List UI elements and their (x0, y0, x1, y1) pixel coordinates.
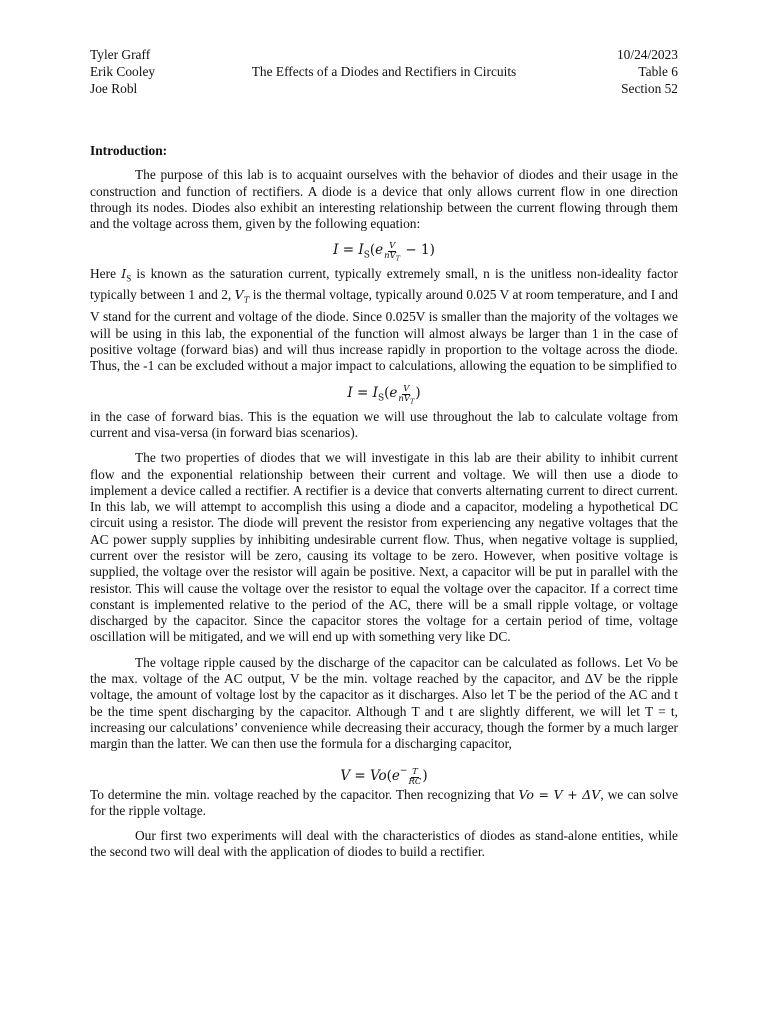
header-row-1 (90, 47, 678, 64)
fraction-numerator: V (403, 383, 410, 394)
inline-math: I (121, 266, 127, 282)
eq-symbol: I (372, 384, 378, 401)
eq-symbol: ) (415, 384, 421, 401)
eq-exponent-sign: − (399, 765, 408, 776)
eq-symbol: ( (369, 242, 376, 259)
eq-symbol: Vo (370, 767, 387, 784)
fraction-denominator (383, 252, 401, 264)
eq-subscript: T (410, 397, 415, 406)
table-number: Table 6 (638, 63, 678, 79)
eq-symbol: e (391, 767, 400, 784)
eq-exponent-fraction (397, 385, 415, 407)
fraction-denominator (397, 395, 415, 407)
eq-symbol: − 1) (401, 242, 435, 259)
inline-math: V (234, 287, 244, 303)
text-run: is the thermal voltage, typically around 0.025 V at room temperature, and I and V stand for the current and voltage of the diode. Since 0.025V is smaller than the majority of the voltages we will be using in this lab, the exponential of the function will almost always be larger than 1 in the case of positive voltage (forward bias) and will thus increase rapidly in proportion to the voltage across the diode. Thus, the -1 can be excluded without a major impact to calculations, allowing the equation to be simplified to (90, 287, 678, 374)
text-run: To determine the min. voltage reached by the capacitor. Then recognizing that (90, 786, 519, 802)
author-name: Joe Robl (90, 80, 138, 96)
eq-symbol: = (352, 384, 373, 401)
eq-exponent-fraction (407, 768, 422, 787)
header-row-3 (90, 81, 678, 98)
eq-symbol: ( (386, 767, 392, 784)
fraction-numerator: T (412, 766, 418, 777)
eq-symbol: nV (398, 393, 411, 404)
section-number: Section 52 (621, 80, 678, 96)
author-name: Erik Cooley (90, 63, 156, 79)
paragraph: The voltage ripple caused by the discharge of the capacitor can be calculated as follows. Let Vo be the max. voltage of the AC output, V be the min. voltage reached by the capacitor, and ΔV be the ripple voltage, the amount of voltage lost by the capacitor as it discharges. Also let T be the period of the AC and t be the time spent discharging by the capacitor. Although T and t are slightly different, we will let T = t, increasing our calculations’ convenience while decreasing their accuracy, though the former by a much larger margin than the latter. We can then use the formula for a discharging capacitor, (90, 654, 678, 752)
eq-symbol: I (358, 242, 364, 259)
paragraph: The purpose of this lab is to acquaint ourselves with the behavior of diodes and their usage in the construction and function of rectifiers. A diode is a device that only allows current flow in one direction through its nodes. Diodes also exhibit an interesting relationship between the current flowing through them and the voltage across them, given by the following equation: (90, 167, 678, 232)
text-run: , we can solve for the ripple voltage. (90, 786, 679, 818)
eq-symbol: nV (384, 251, 396, 262)
capacitor-discharge-equation (90, 758, 678, 787)
introduction-section (90, 143, 678, 861)
paragraph (90, 266, 678, 374)
eq-exponent-fraction (383, 242, 401, 264)
eq-symbol: I (347, 384, 353, 401)
paragraph: The two properties of diodes that we will investigate in this lab are their ability to inhibit current flow and the exponential relationship between their current and voltage. We will then use a diode to implement a device called a rectifier. A rectifier is a device that converts alternating current to direct current. In this lab, we will attempt to accomplish this using a diode and a capacitor, modeling a hypothetical DC circuit using a resistor. The diode will prevent the resistor from experiencing any negative voltages that the AC power supply supplies by inhibiting undesirable current flow. Thus, when negative voltage is supplied, current over the resistor will be zero, causing its voltage to be zero. However, when positive voltage is supplied, the voltage over the resistor will again be positive. Next, a capacitor will be put in parallel with the resistor. This will cause the voltage over the resistor to equal the voltage over the capacitor. If a correct time constant is implemented relative to the period of the AC, there will be a small ripple voltage, or voltage discharged by the capacitor. Since the capacitor stores the voltage for a certain period of time, voltage oscillation will be mitigated, and we will end up with something very like DC. (90, 450, 678, 645)
eq-symbol: = (350, 767, 370, 784)
inline-subscript: T (243, 296, 250, 307)
inline-subscript: S (126, 274, 132, 285)
simplified-diode-equation (90, 380, 678, 406)
paragraph: in the case of forward bias. This is the equation we will use throughout the lab to calculate voltage from current and visa-versa (in forward bias scenarios). (90, 408, 678, 440)
eq-symbol: ( (384, 384, 390, 401)
eq-symbol: e (389, 384, 398, 401)
author-name: Tyler Graff (90, 47, 151, 62)
report-date: 10/24/2023 (616, 47, 678, 62)
fraction-numerator: V (389, 241, 396, 252)
eq-symbol: e (375, 242, 384, 259)
paragraph: Our first two experiments will deal with the characteristics of diodes as stand-alone entities, while the second two will deal with the application of diodes to build a rectifier. (90, 828, 678, 860)
eq-subscript: T (395, 255, 401, 264)
fraction-denominator: RC (408, 776, 422, 787)
paragraph (90, 787, 678, 820)
eq-symbol: I (333, 242, 339, 259)
diode-equation (90, 237, 678, 263)
eq-subscript: S (363, 251, 370, 262)
inline-math: Vo = V + ΔV (518, 786, 601, 802)
page-header (90, 47, 678, 97)
text-run: is known as the saturation current, typically extremely small, n is the unitless non-ideality factor typically between 1 and 2, (90, 266, 678, 303)
eq-symbol: V (340, 767, 351, 784)
section-heading: Introduction: (90, 143, 168, 158)
eq-subscript: S (377, 393, 385, 404)
text-run: Here (90, 266, 122, 282)
eq-symbol: = (338, 242, 359, 259)
header-row-2 (90, 64, 678, 81)
report-title: The Effects of a Diodes and Rectifiers in Circuits (251, 63, 517, 79)
eq-symbol: ) (422, 767, 428, 784)
